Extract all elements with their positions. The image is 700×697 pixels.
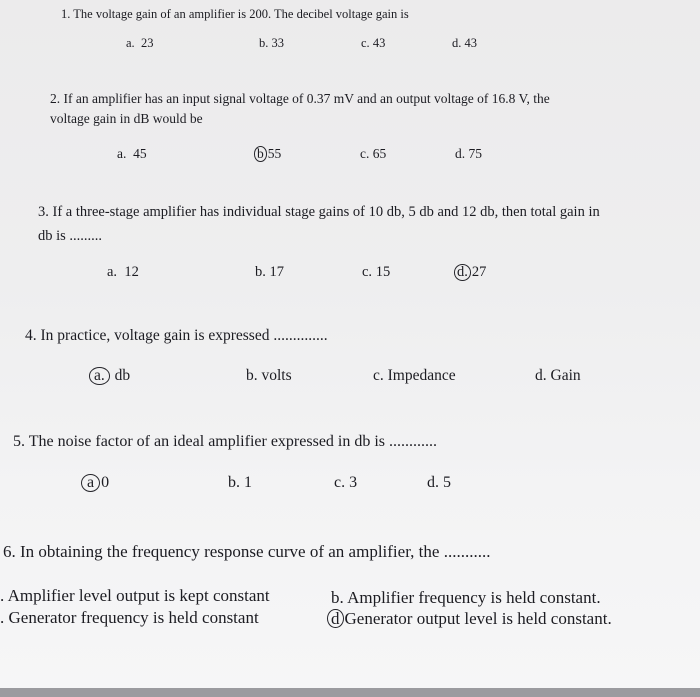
q3-option-c: c. 15 [362,264,391,280]
q3-option-a: a. 12 [107,264,139,280]
q3-answer-circle: d. [454,264,471,281]
q2-option-b-circled: b 55 [254,146,281,162]
q3-option-b: b. 17 [255,264,284,280]
question-4-stem: 4. In practice, voltage gain is expressed .............. [25,327,328,344]
q6-option-d-circled: d Generator output level is held constant. [327,609,612,629]
q1-option-c: c. 43 [361,36,386,50]
q2-option-c: c. 65 [360,146,387,161]
q2-option-d: d. 75 [455,146,482,161]
q2-option-a: a. 45 [117,146,147,161]
q1-option-d: d. 43 [452,36,477,50]
q6-option-c: . Generator frequency is held constant [0,608,259,627]
q5-answer-circle: a [81,474,100,492]
q5-option-b: b. 1 [228,474,252,491]
question-3-stem-line1: 3. If a three-stage amplifier has individual stage gains of 10 db, 5 db and 12 db, then total gain in [38,204,600,220]
q4-option-c: c. Impedance [373,367,456,384]
q1-option-a: a. 23 [126,36,154,50]
q3-option-d-circled: d. 27 [454,264,486,281]
q2-answer-circle: b [254,146,267,162]
q6-option-b: b. Amplifier frequency is held constant. [331,588,601,607]
question-2-stem-line2: voltage gain in dB would be [50,111,203,126]
q5-option-d: d. 5 [427,474,451,491]
q4-option-a-circled: a. db [89,367,130,385]
question-2-stem-line1: 2. If an amplifier has an input signal voltage of 0.37 mV and an output voltage of 16.8 V, the [50,91,550,106]
q6-answer-circle: d [327,609,344,628]
q4-option-b: b. volts [246,367,292,384]
q6-option-a: . Amplifier level output is kept constant [0,586,270,605]
question-1-stem: 1. The voltage gain of an amplifier is 200. The decibel voltage gain is [61,7,409,21]
question-6-stem: 6. In obtaining the frequency response curve of an amplifier, the ........... [3,542,491,561]
question-3-stem-line2: db is ......... [38,228,103,244]
q1-option-b: b. 33 [259,36,284,50]
q5-option-c: c. 3 [334,474,358,491]
q4-option-d: d. Gain [535,367,581,384]
page-bottom-edge [0,688,700,697]
question-5-stem: 5. The noise factor of an ideal amplifier expressed in db is ............ [13,433,438,450]
q4-answer-circle: a. [89,367,110,385]
q5-option-a-circled: a 0 [81,474,109,492]
